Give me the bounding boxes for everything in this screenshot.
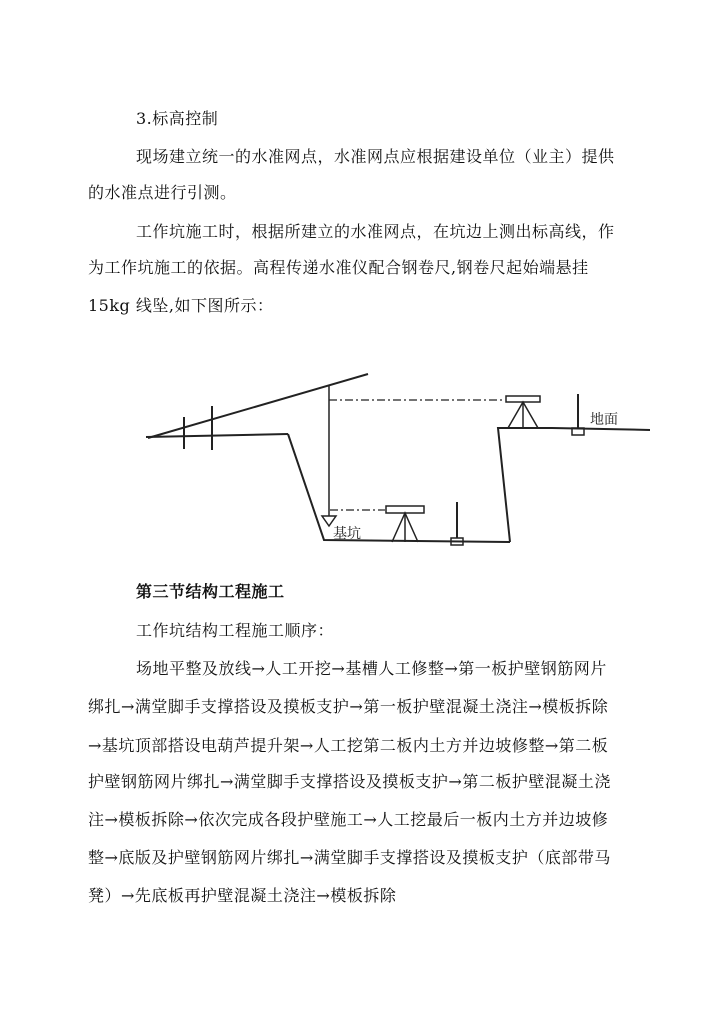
label-pit: 基坑 [333, 526, 361, 542]
paragraph-line: 的水准点进行引测。 [88, 183, 237, 202]
paragraph-line: 工作坑结构工程施工顺序： [136, 621, 335, 640]
sequence-line: 场地平整及放线→人工开挖→基槽人工修整→第一板护壁钢筋网片 [136, 659, 607, 678]
sequence-line: 凳）→先底板再护壁混凝土浇注→模板拆除 [88, 886, 397, 905]
paragraph-line: 15kg 线坠,如下图所示： [88, 296, 274, 315]
ground-line-left [146, 434, 288, 437]
paragraph-line: 现场建立统一的水准网点，水准网点应根据建设单位（业主）提供 [136, 147, 615, 166]
section-title: 3.标高控制 [136, 109, 219, 128]
sequence-line: 绑扎→满堂脚手支撑搭设及摸板支护→第一板护壁混凝土浇注→模板拆除 [88, 697, 609, 716]
label-ground: 地面 [590, 412, 618, 428]
plumb-bob-icon [322, 516, 336, 526]
sequence-line: →基坑顶部搭设电葫芦提升架→人工挖第二板内土方并边坡修整→第二板 [88, 736, 609, 755]
pit-right-wall-and-ground [498, 428, 650, 542]
section-heading: 第三节结构工程施工 [136, 582, 285, 601]
sequence-line: 注→模板拆除→依次完成各段护壁施工→人工挖最后一板内土方并边坡修 [88, 810, 609, 829]
sloped-line [148, 374, 368, 438]
sequence-line: 护壁钢筋网片绑扎→满堂脚手支撑搭设及摸板支护→第二板护壁混凝土浇 [88, 772, 611, 791]
paragraph-line: 为工作坑施工的依据。高程传递水准仪配合钢卷尺,钢卷尺起始端悬挂 [88, 258, 589, 277]
sequence-line: 整→底版及护壁钢筋网片绑扎→满堂脚手支撑搭设及摸板支护（底部带马 [88, 848, 611, 867]
level-transfer-diagram [140, 360, 650, 560]
paragraph-line: 工作坑施工时，根据所建立的水准网点，在坑边上测出标高线，作 [136, 222, 615, 241]
